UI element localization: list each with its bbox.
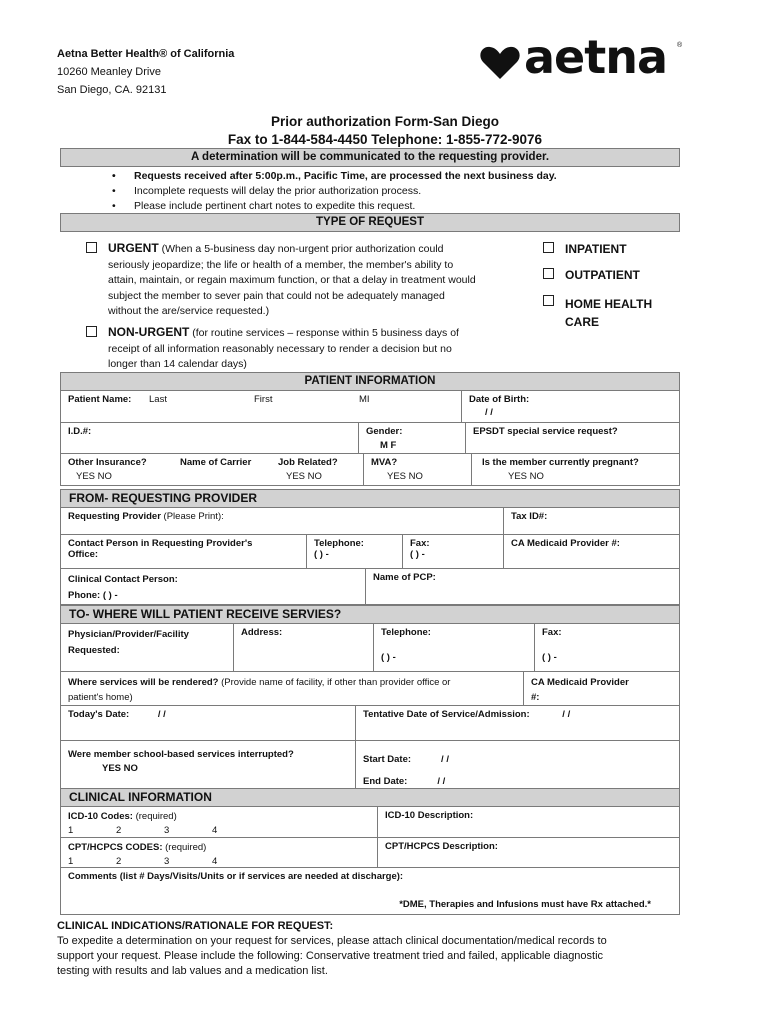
telephone-label: Telephone: (314, 538, 364, 549)
telephone-field[interactable] (306, 535, 402, 568)
receiving-provider-bar: TO- WHERE WILL PATIENT RECEIVE SERVIES? (60, 605, 680, 624)
icd-description-field[interactable] (377, 807, 679, 837)
instructions-list (112, 169, 557, 214)
icd-description-label: ICD-10 Description: (385, 810, 474, 821)
pregnant-field[interactable] (471, 454, 679, 485)
requesting-provider-field[interactable] (61, 508, 503, 534)
pcp-label: Name of PCP: (373, 572, 436, 583)
cpt-code-number: 3 (164, 856, 170, 867)
icd-code-numbers (68, 824, 370, 838)
school-services-options: YES NO (102, 763, 138, 774)
urgent-text: without the are/service requested.) (108, 305, 270, 317)
provider-name-row (61, 508, 679, 535)
contact-person-field[interactable] (61, 535, 306, 568)
cpt-codes-note: (required) (162, 842, 207, 853)
outpatient-checkbox[interactable] (543, 268, 554, 279)
icd-codes-field[interactable] (61, 807, 377, 837)
ca-medicaid-provider-label: CA Medicaid Provider #: (511, 538, 620, 549)
determination-bar: A determination will be communicated to the requesting provider. (60, 148, 680, 167)
urgent-label: URGENT (108, 241, 159, 255)
patient-information-bar: PATIENT INFORMATION (60, 372, 680, 391)
inpatient-label: INPATIENT (565, 242, 627, 256)
icd-code-number: 3 (164, 825, 170, 836)
job-related-options: YES NO (286, 471, 322, 482)
address-field[interactable] (233, 624, 373, 671)
other-insurance-field[interactable] (61, 454, 166, 485)
cpt-code-number: 2 (116, 856, 122, 867)
school-services-row (61, 741, 679, 791)
footer-line-3: testing with results and lab values and a medication list. (57, 965, 328, 977)
icd-codes-note: (required) (132, 811, 177, 822)
gender-options: M F (380, 440, 397, 451)
cpt-code-number: 4 (212, 856, 218, 867)
tentative-date-format: / / (562, 709, 571, 720)
clinical-contact-row (61, 569, 679, 605)
fax-field[interactable] (402, 535, 503, 568)
to-fax-field[interactable] (534, 624, 679, 671)
cpt-code-number: 1 (68, 856, 74, 867)
to-fax-label: Fax: (542, 627, 562, 638)
mva-field[interactable] (363, 454, 471, 485)
patient-information-table (60, 391, 680, 486)
urgent-checkbox[interactable] (86, 242, 97, 253)
member-id-label: I.D.#: (68, 426, 92, 437)
cpt-row (61, 838, 679, 868)
school-services-field[interactable] (61, 741, 355, 790)
requesting-provider-note: (Please Print): (160, 511, 224, 522)
non-urgent-checkbox[interactable] (86, 326, 97, 337)
address-line-1: 10260 Meanley Drive (57, 66, 161, 78)
insurance-row (61, 454, 679, 486)
end-date-label: End Date: (363, 776, 408, 787)
mva-label: MVA? (371, 457, 398, 468)
outpatient-label: OUTPATIENT (565, 268, 640, 282)
tax-id-field[interactable] (503, 508, 679, 534)
cpt-description-field[interactable] (377, 838, 679, 867)
telephone-format: ( ) - (314, 549, 329, 560)
cpt-codes-field[interactable] (61, 838, 377, 867)
dates-row (61, 706, 679, 741)
instruction-item: • Incomplete requests will delay the prior authorization process. (112, 184, 557, 199)
physician-facility-label: Physician/Provider/Facility (68, 629, 189, 640)
clinical-contact-phone-label: Phone: ( ) - (68, 590, 118, 601)
clinical-indications-heading: CLINICAL INDICATIONS/RATIONALE FOR REQUEST: (57, 920, 334, 932)
to-ca-medicaid-label: CA Medicaid Provider (531, 677, 629, 688)
icd-row (61, 807, 679, 838)
gender-label: Gender: (366, 426, 403, 437)
home-health-label (565, 295, 652, 331)
contact-row (61, 535, 679, 569)
to-ca-medicaid-field[interactable] (523, 672, 679, 705)
middle-initial-label: MI (359, 394, 370, 405)
comments-label: Comments (list # Days/Visits/Units or if services are needed at discharge): (68, 871, 404, 882)
icd-codes-label: ICD-10 Codes: (68, 811, 133, 822)
contact-person-label: Contact Person in Requesting Provider's (68, 538, 253, 549)
logo-registered-mark: ® (677, 42, 683, 49)
to-telephone-label: Telephone: (381, 627, 431, 638)
other-insurance-label: Other Insurance? (68, 457, 147, 468)
start-date-format: / / (441, 754, 449, 765)
pregnant-label: Is the member currently pregnant? (482, 457, 639, 468)
comments-row (61, 868, 679, 915)
job-related-field[interactable] (271, 454, 371, 485)
fax-format: ( ) - (410, 549, 425, 560)
requesting-provider-label: Requesting Provider (68, 511, 161, 522)
where-rendered-label: Where services will be rendered? (68, 677, 219, 688)
tax-id-label: Tax ID#: (511, 511, 548, 522)
physician-facility-label: Requested: (68, 645, 120, 656)
physician-facility-field[interactable] (61, 624, 233, 671)
patient-name-label: Patient Name: (68, 394, 132, 405)
org-name: Aetna Better Health® of California (57, 48, 235, 60)
other-insurance-options: YES NO (76, 471, 112, 482)
where-rendered-note: patient's home) (68, 692, 133, 703)
contact-person-label: Office: (68, 549, 99, 560)
instruction-item: • Please include pertinent chart notes to expedite this request. (112, 199, 557, 214)
home-health-checkbox[interactable] (543, 295, 554, 306)
gender-field[interactable] (358, 423, 465, 453)
end-date-format: / / (437, 776, 446, 787)
where-rendered-note: (Provide name of facility, if other than provider office or (218, 677, 451, 688)
patient-name-field[interactable] (61, 391, 461, 422)
todays-date-label: Today's Date: (68, 709, 130, 720)
cpt-code-numbers (68, 855, 370, 869)
comments-field[interactable] (61, 868, 679, 914)
where-rendered-row (61, 672, 679, 706)
home-health-label-line: CARE (565, 315, 600, 329)
pcp-field[interactable] (365, 569, 679, 604)
cpt-description-label: CPT/HCPCS Description: (385, 841, 498, 852)
non-urgent-label: NON-URGENT (108, 325, 190, 339)
urgent-text: (When a 5-business day non-urgent prior authorization could (158, 243, 444, 255)
address-label: Address: (241, 627, 283, 638)
start-date-label: Start Date: (363, 754, 412, 765)
aetna-logo (480, 30, 685, 84)
footer-line-1: To expedite a determination on your request for services, please attach clinical documentation/medical records to (57, 935, 607, 947)
epsdt-label: EPSDT special service request? (473, 426, 618, 437)
urgent-text: seriously jeopardize; the life or health of a member, the member's ability to (108, 258, 454, 271)
pregnant-options: YES NO (508, 471, 544, 482)
icd-code-number: 4 (212, 825, 218, 836)
last-name-label: Last (149, 394, 167, 405)
urgent-text: attain, maintain, or regain maximum function, or that a delay in treatment would (108, 274, 476, 286)
carrier-label: Name of Carrier (180, 457, 252, 468)
requesting-provider-bar: FROM- REQUESTING PROVIDER (60, 489, 680, 508)
clinical-information-bar: CLINICAL INFORMATION (60, 788, 680, 807)
where-rendered-field[interactable] (61, 672, 523, 705)
tentative-date-label: Tentative Date of Service/Admission: (363, 709, 530, 720)
clinical-contact-field[interactable] (61, 569, 365, 604)
instruction-item: • Requests received after 5:00p.m., Pacific Time, are processed the next business day. (112, 169, 557, 184)
physician-row (61, 624, 679, 672)
non-urgent-text: receipt of all information reasonably necessary to render a decision but no (108, 342, 452, 355)
cpt-codes-label: CPT/HCPCS CODES: (68, 842, 163, 853)
id-row (61, 423, 679, 454)
school-services-label: Were member school-based services interrupted? (68, 749, 294, 760)
icd-code-number: 2 (116, 825, 122, 836)
dob-format: / / (485, 407, 493, 418)
urgent-option (108, 241, 538, 320)
mva-options: YES NO (387, 471, 423, 482)
urgent-text: subject the member to sever pain that could not be adequately managed (108, 289, 445, 302)
member-id-field[interactable] (61, 423, 358, 453)
receiving-provider-table (60, 624, 680, 791)
dme-note: *DME, Therapies and Infusions must have Rx attached.* (399, 899, 651, 910)
non-urgent-option (108, 325, 538, 373)
patient-name-row (61, 391, 679, 423)
requesting-provider-table (60, 508, 680, 605)
dob-field[interactable] (461, 391, 679, 422)
heart-icon (480, 46, 520, 80)
non-urgent-text: (for routine services – response within 5 business days of (189, 327, 459, 339)
clinical-contact-label: Clinical Contact Person: (68, 574, 178, 585)
ca-medicaid-provider-field[interactable] (503, 535, 679, 568)
logo-wordmark: aetna (524, 30, 668, 84)
to-fax-format: ( ) - (542, 652, 557, 663)
dob-label: Date of Birth: (469, 394, 530, 405)
inpatient-checkbox[interactable] (543, 242, 554, 253)
clinical-information-table (60, 807, 680, 915)
to-telephone-format: ( ) - (381, 652, 396, 663)
fax-label: Fax: (410, 538, 430, 549)
address-line-2: San Diego, CA. 92131 (57, 84, 167, 96)
home-health-label-line: HOME HEALTH (565, 297, 653, 311)
form-title: Prior authorization Form-San Diego (270, 114, 499, 129)
icd-code-number: 1 (68, 825, 74, 836)
todays-date-field[interactable] (61, 706, 355, 740)
start-end-date-field[interactable] (355, 741, 679, 790)
job-related-label: Job Related? (278, 457, 338, 468)
epsdt-field[interactable] (465, 423, 679, 453)
fax-telephone-line: Fax to 1-844-584-4450 Telephone: 1-855-772-9076 (227, 132, 543, 147)
non-urgent-text: longer than 14 calendar days) (108, 358, 247, 370)
type-of-request-bar: TYPE OF REQUEST (60, 213, 680, 232)
first-name-label: First (254, 394, 273, 405)
footer-line-2: support your request. Please include the following: Conservative treatment tried and failed, applicable diagnostic (57, 950, 604, 962)
tentative-date-field[interactable] (355, 706, 679, 740)
to-telephone-field[interactable] (373, 624, 534, 671)
carrier-field[interactable] (173, 454, 273, 485)
todays-date-format: / / (157, 709, 166, 720)
to-ca-medicaid-label: #: (531, 692, 540, 703)
